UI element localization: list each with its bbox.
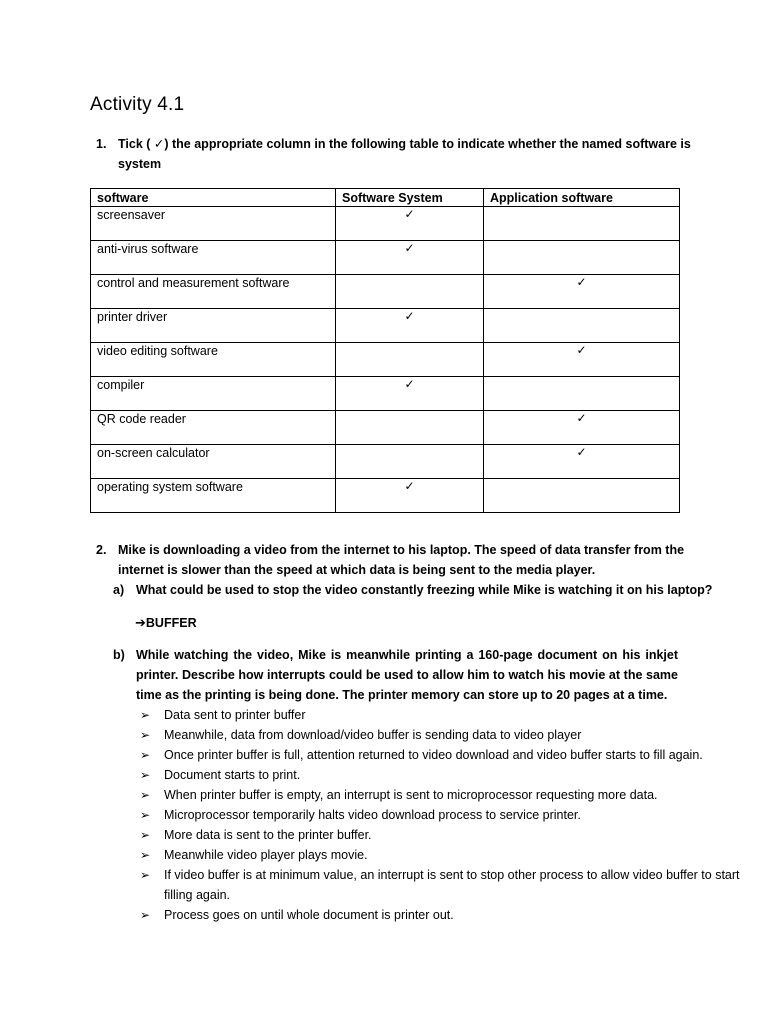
- list-item-text: Meanwhile video player plays movie.: [164, 848, 368, 862]
- question-2-number: 2.: [96, 543, 107, 557]
- arrow-bullet-icon: ➢: [140, 788, 151, 802]
- system-tick-cell: ✓: [336, 377, 484, 411]
- arrow-bullet-icon: ➢: [140, 748, 151, 762]
- arrow-right-icon: ➔: [135, 616, 146, 631]
- question-2b-text: While watching the video, Mike is meanwhile printing a 160-page document on his inkjet printer. Describe how interrupts could be used to allow him to watch his movie at the same time as the printing is being done. The printer memory can store up to 20 pages at a time.: [136, 648, 678, 702]
- software-name-cell: QR code reader: [91, 411, 336, 445]
- table-row: [91, 479, 680, 513]
- software-table: [90, 188, 680, 513]
- question-2a: [113, 580, 713, 600]
- question-1-text: Tick ( ✓) the appropriate column in the following table to indicate whether the named software is system: [118, 137, 691, 171]
- question-2: [96, 540, 696, 580]
- list-item-text: Process goes on until whole document is printer out.: [164, 908, 454, 922]
- application-tick-cell: ✓: [484, 343, 680, 377]
- list-item-text: If video buffer is at minimum value, an interrupt is sent to stop other process to allow video buffer to start filling again.: [164, 868, 740, 902]
- software-name-cell: control and measurement software: [91, 275, 336, 309]
- list-item: [140, 745, 740, 765]
- software-name-cell: video editing software: [91, 343, 336, 377]
- arrow-bullet-icon: ➢: [140, 728, 151, 742]
- table-row: [91, 411, 680, 445]
- arrow-bullet-icon: ➢: [140, 828, 151, 842]
- answer-2a: [135, 613, 197, 634]
- software-name-cell: compiler: [91, 377, 336, 411]
- list-item: [140, 825, 740, 845]
- software-name-cell: screensaver: [91, 207, 336, 241]
- question-1-number: 1.: [96, 137, 107, 151]
- arrow-bullet-icon: ➢: [140, 908, 151, 922]
- list-item-text: Microprocessor temporarily halts video download process to service printer.: [164, 808, 581, 822]
- software-name-cell: on-screen calculator: [91, 445, 336, 479]
- list-item-text: Once printer buffer is full, attention returned to video download and video buffer starts to fill again.: [164, 748, 703, 762]
- system-tick-cell: [336, 411, 484, 445]
- application-tick-cell: ✓: [484, 445, 680, 479]
- header-software-system: Software System: [336, 189, 484, 207]
- table-row: [91, 309, 680, 343]
- list-item: [140, 905, 740, 925]
- question-1: [96, 134, 696, 174]
- software-name-cell: anti-virus software: [91, 241, 336, 275]
- application-tick-cell: [484, 207, 680, 241]
- table-row: [91, 377, 680, 411]
- question-2b: [113, 645, 678, 705]
- table-row: [91, 275, 680, 309]
- arrow-bullet-icon: ➢: [140, 708, 151, 722]
- list-item-text: More data is sent to the printer buffer.: [164, 828, 372, 842]
- list-item: [140, 845, 740, 865]
- application-tick-cell: ✓: [484, 275, 680, 309]
- system-tick-cell: [336, 275, 484, 309]
- table-row: [91, 241, 680, 275]
- table-row: [91, 207, 680, 241]
- question-2b-label: b): [113, 648, 125, 662]
- question-2-text: Mike is downloading a video from the internet to his laptop. The speed of data transfer from the internet is slower than the speed at which data is being sent to the media player.: [118, 543, 685, 577]
- table-header-row: [91, 189, 680, 207]
- application-tick-cell: [484, 377, 680, 411]
- arrow-bullet-icon: ➢: [140, 848, 151, 862]
- list-item: [140, 785, 740, 805]
- list-item: [140, 805, 740, 825]
- answer-2a-text: BUFFER: [145, 616, 197, 630]
- application-tick-cell: [484, 241, 680, 275]
- header-application-software: Application software: [484, 189, 680, 207]
- application-tick-cell: [484, 309, 680, 343]
- question-2a-label: a): [113, 583, 125, 597]
- application-tick-cell: [484, 479, 680, 513]
- table-row: [91, 343, 680, 377]
- system-tick-cell: [336, 343, 484, 377]
- arrow-bullet-icon: ➢: [140, 868, 151, 882]
- system-tick-cell: ✓: [336, 309, 484, 343]
- activity-title: Activity 4.1: [90, 94, 185, 115]
- software-name-cell: printer driver: [91, 309, 336, 343]
- system-tick-cell: ✓: [336, 207, 484, 241]
- arrow-bullet-icon: ➢: [140, 768, 151, 782]
- system-tick-cell: [336, 445, 484, 479]
- system-tick-cell: ✓: [336, 241, 484, 275]
- answer-2b-list: [140, 705, 740, 925]
- software-name-cell: operating system software: [91, 479, 336, 513]
- arrow-bullet-icon: ➢: [140, 808, 151, 822]
- header-software: software: [91, 189, 336, 207]
- table-body: [91, 207, 680, 513]
- list-item: [140, 705, 740, 725]
- question-2a-text: What could be used to stop the video constantly freezing while Mike is watching it on his laptop?: [136, 583, 713, 597]
- application-tick-cell: ✓: [484, 411, 680, 445]
- list-item-text: Meanwhile, data from download/video buffer is sending data to video player: [164, 728, 582, 742]
- list-item-text: Data sent to printer buffer: [164, 708, 306, 722]
- list-item: [140, 725, 740, 745]
- system-tick-cell: ✓: [336, 479, 484, 513]
- list-item: [140, 865, 740, 905]
- list-item: [140, 765, 740, 785]
- list-item-text: When printer buffer is empty, an interrupt is sent to microprocessor requesting more data.: [164, 788, 658, 802]
- list-item-text: Document starts to print.: [164, 768, 301, 782]
- table-row: [91, 445, 680, 479]
